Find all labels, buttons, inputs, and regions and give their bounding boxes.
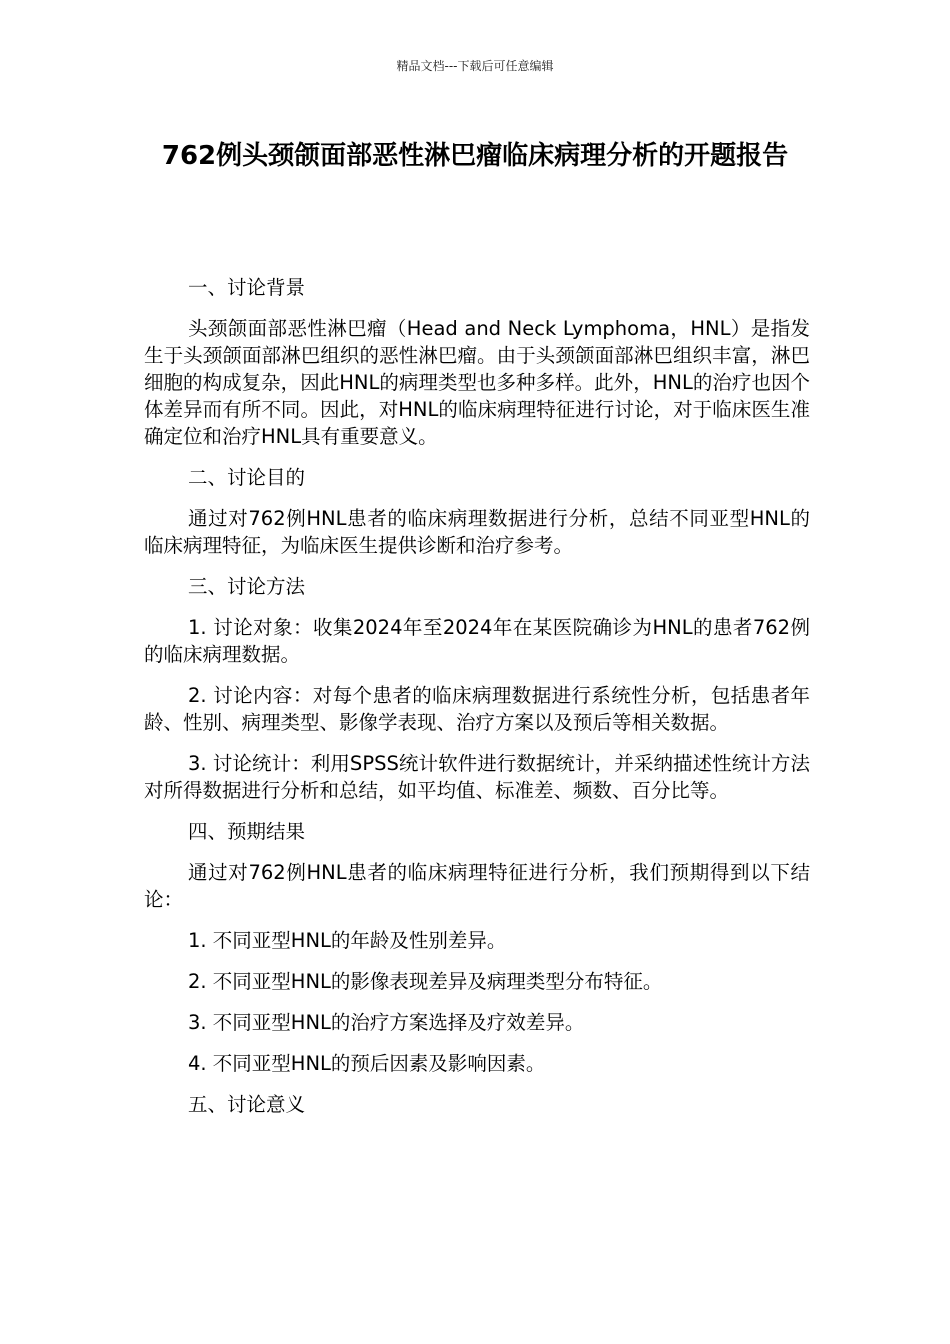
section-heading-purpose: 二、讨论目的 <box>188 466 306 489</box>
document-title: 762例头颈颌面部恶性淋巴瘤临床病理分析的开题报告 <box>161 141 789 171</box>
section-heading-expected-results: 四、预期结果 <box>188 820 306 843</box>
paragraph-purpose: 通过对762例HNL患者的临床病理数据进行分析，总结不同亚型HNL的临床病理特征，为临床医生提供诊断和治疗参考。 <box>144 507 810 557</box>
header-note: 精品文档---下载后可任意编辑 <box>396 59 554 73</box>
paragraph-expected-results: 通过对762例HNL患者的临床病理特征进行分析，我们预期得到以下结论： <box>144 861 810 911</box>
section-heading-methods: 三、讨论方法 <box>188 575 306 598</box>
list-item-result-2: 2. 不同亚型HNL的影像表现差异及病理类型分布特征。 <box>188 970 663 993</box>
paragraph-methods-subjects: 1. 讨论对象：收集2024年至2024年在某医院确诊为HNL的患者762例的临床病理数据。 <box>144 616 810 666</box>
list-item-result-1: 1. 不同亚型HNL的年龄及性别差异。 <box>188 929 507 952</box>
section-heading-significance: 五、讨论意义 <box>188 1093 306 1116</box>
list-item-result-3: 3. 不同亚型HNL的治疗方案选择及疗效差异。 <box>188 1011 585 1034</box>
list-item-result-4: 4. 不同亚型HNL的预后因素及影响因素。 <box>188 1052 546 1075</box>
paragraph-methods-statistics: 3. 讨论统计：利用SPSS统计软件进行数据统计，并采纳描述性统计方法对所得数据进行分析和总结，如平均值、标准差、频数、百分比等。 <box>144 752 810 802</box>
document-body <box>144 274 810 1132</box>
paragraph-methods-content: 2. 讨论内容：对每个患者的临床病理数据进行系统性分析，包括患者年龄、性别、病理类型、影像学表现、治疗方案以及预后等相关数据。 <box>144 684 810 734</box>
paragraph-background: 头颈颌面部恶性淋巴瘤（Head and Neck Lymphoma，HNL）是指发生于头颈颌面部淋巴组织的恶性淋巴瘤。由于头颈颌面部淋巴组织丰富，淋巴细胞的构成复杂，因此HNL的病理类型也多种多样。此外，HNL的治疗也因个体差异而有所不同。因此，对HNL的临床病理特征进行讨论，对于临床医生准确定位和治疗HNL具有重要意义。 <box>144 317 810 448</box>
section-heading-background: 一、讨论背景 <box>188 276 306 299</box>
